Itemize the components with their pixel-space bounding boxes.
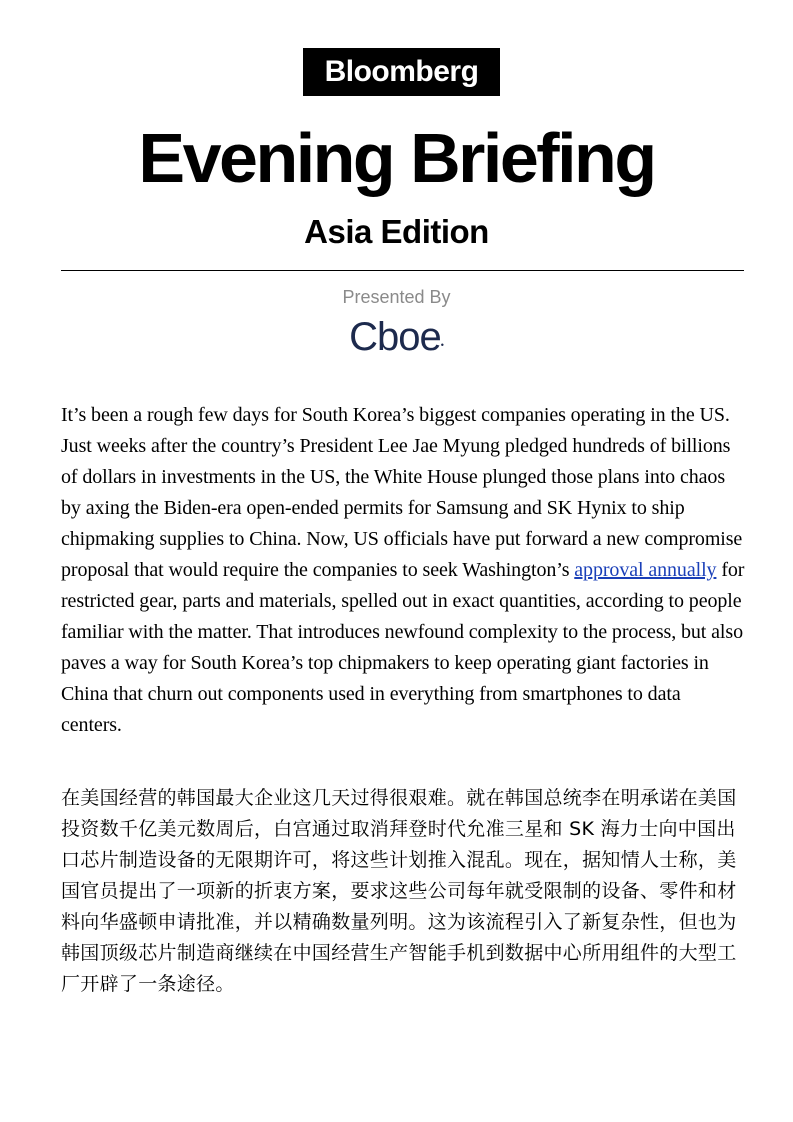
header-divider <box>61 270 744 271</box>
article-chinese <box>61 783 746 1000</box>
bloomberg-logo <box>303 48 500 96</box>
registered-mark-icon: • <box>440 340 444 350</box>
sponsor-name: Cboe <box>349 315 441 359</box>
brand-name: Bloomberg <box>324 55 479 88</box>
article-text-after-link: for restricted gear, parts and materials, spelled out in exact quantities, according to people familiar with the matter. That introduces newfound complexity to the process, but also paves a way for South Korea’s top chipmakers to keep operating giant factories in China that churn out components used in everything from smartphones to data centers. <box>61 559 745 736</box>
article-english <box>61 400 746 741</box>
article-paragraph <box>61 400 746 741</box>
sponsor-logo[interactable] <box>0 312 793 362</box>
article-text-before-link: It’s been a rough few days for South Korea’s biggest companies operating in the US. Just weeks after the country’s President Lee Jae Myung pledged hundreds of billions of dollars in investments in the US, the White House plunged those plans into chaos by axing the Biden-era open-ended permits for Samsung and SK Hynix to ship chipmaking supplies to China. Now, US officials have put forward a new compromise proposal that would require the companies to seek Washington’s <box>61 404 743 581</box>
approval-annually-link[interactable]: approval annually <box>574 559 717 581</box>
presented-by-label: Presented By <box>342 287 451 307</box>
edition-label: Asia Edition <box>304 213 489 250</box>
article-chinese-paragraph: 在美国经营的韩国最大企业这几天过得很艰难。就在韩国总统李在明承诺在美国投资数千亿美元数周后，白宫通过取消拜登时代允准三星和 SK 海力士向中国出口芯片制造设备的无限期许可，将这些计划推入混乱。现在，据知情人士称，美国官员提出了一项新的折衷方案，要求这些公司每年就受限制的设备、零件和材料向华盛顿申请批准，并以精确数量列明。这为该流程引入了新复杂性，但也为韩国顶级芯片制造商继续在中国经营生产智能手机到数据中心所用组件的大型工厂开辟了一条途径。 <box>61 787 737 995</box>
newsletter-title: Evening Briefing <box>138 119 655 197</box>
